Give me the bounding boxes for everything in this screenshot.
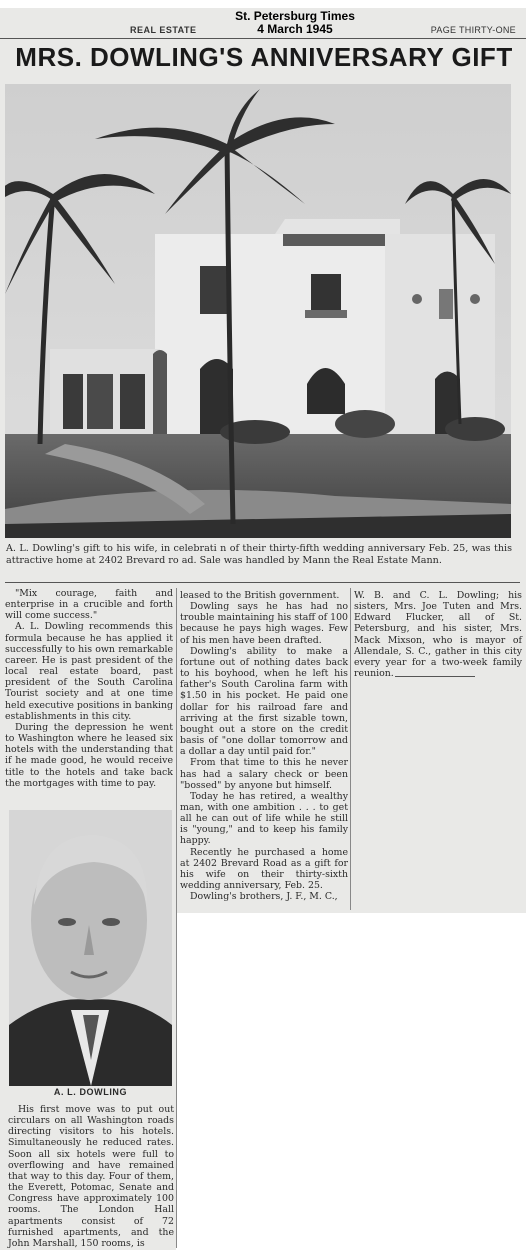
- article-paragraph: Today he has retired, a wealthy man, with one ambition . . . to get all he can out of life while he still is "young," and to keep his family happy.: [180, 790, 348, 847]
- article-column-3: [354, 590, 522, 679]
- article-paragraph: "Mix courage, faith and enterprise in a crucible and forth will come success.": [5, 588, 173, 622]
- article-paragraph: Recently he purchased a home at 2402 Brevard Road as a gift for his wife on their thirty-sixth wedding anniversary, Feb. 25.: [180, 846, 348, 892]
- column-divider: [176, 588, 177, 1248]
- article-paragraph: Dowling's ability to make a fortune out of nothing dates back to his boyhood, when he left his father's South Carolina farm with $1.50 in his pocket. He paid one dollar for his railroad fare and arriving at the first sizable town, bought out a store on the credit basis of "one dollar tomorrow and a dollar a day until paid for.": [180, 645, 348, 758]
- article-paragraph: From that time to this he never has had a salary check or been "bossed" by anyone but himself.: [180, 757, 348, 791]
- article-paragraph: Dowling says he has had no trouble maintaining his staff of 100 because he pays high wages. Few of his men have been drafted.: [180, 601, 349, 646]
- section-label: REAL ESTATE: [130, 25, 197, 35]
- article-column-2: [180, 590, 348, 902]
- article-paragraph: His first move was to put out circulars on all Washington roads directing visitors to his hotels. Simultaneously he reduced rates. Soon all six hotels were full to overflowing and have remained that way to this day. Four of them, the Everett, Potomac, Senate and Congress have approximately 100 rooms. The London Hall apartments consist of 72 furnished apartments, and the John Marshall, 150 rooms, is: [8, 1104, 174, 1249]
- article-paragraph: W. B. and C. L. Dowling; his sisters, Mrs. Joe Tuten and Mrs. Edward Flucker, all of St. Petersburg, and his sister, Mrs. Mack Mixson, who is mayor of Allendale, S. C., gather in this city every year for a two-week family reunion.: [354, 590, 522, 680]
- header-rule: [0, 38, 526, 39]
- end-rule: [395, 676, 475, 677]
- portrait-photo: [9, 810, 172, 1086]
- article-paragraph: leased to the British government.: [180, 590, 340, 601]
- photo-caption: A. L. Dowling's gift to his wife, in celebrati n of their thirty-fifth wedding anniversary Feb. 25, was this attractive home at 2402 Brevard ro ad. Sale was handled by Mann the Real Estate Mann.: [6, 543, 512, 566]
- masthead-paper-name: St. Petersburg Times: [235, 9, 355, 23]
- article-column-1: [5, 588, 173, 789]
- article-paragraph: During the depression he went to Washington where he leased six hotels with the understanding that if he made good, he would receive title to the hotels and take back the mortgages with time to pay.: [5, 721, 173, 789]
- page-number: PAGE THIRTY-ONE: [430, 25, 516, 35]
- article-column-1-continued: [8, 1104, 174, 1249]
- portrait-caption: A. L. DOWLING: [53, 1087, 128, 1097]
- masthead: [230, 10, 360, 36]
- headline: MRS. DOWLING'S ANNIVERSARY GIFT: [15, 42, 513, 72]
- article-paragraph: A. L. Dowling recommends this formula because he has applied it successfully to his own remarkable career. He is past president of the local real estate board, past president of the South Carolina Tourist society and at one time held executive positions in banking establishments in this city.: [5, 621, 173, 722]
- caption-rule: [5, 582, 520, 583]
- masthead-date: 4 March 1945: [257, 22, 333, 36]
- column-divider: [350, 588, 351, 910]
- house-photo: [5, 84, 511, 538]
- article-paragraph: Dowling's brothers, J. F., M. C.,: [190, 891, 338, 903]
